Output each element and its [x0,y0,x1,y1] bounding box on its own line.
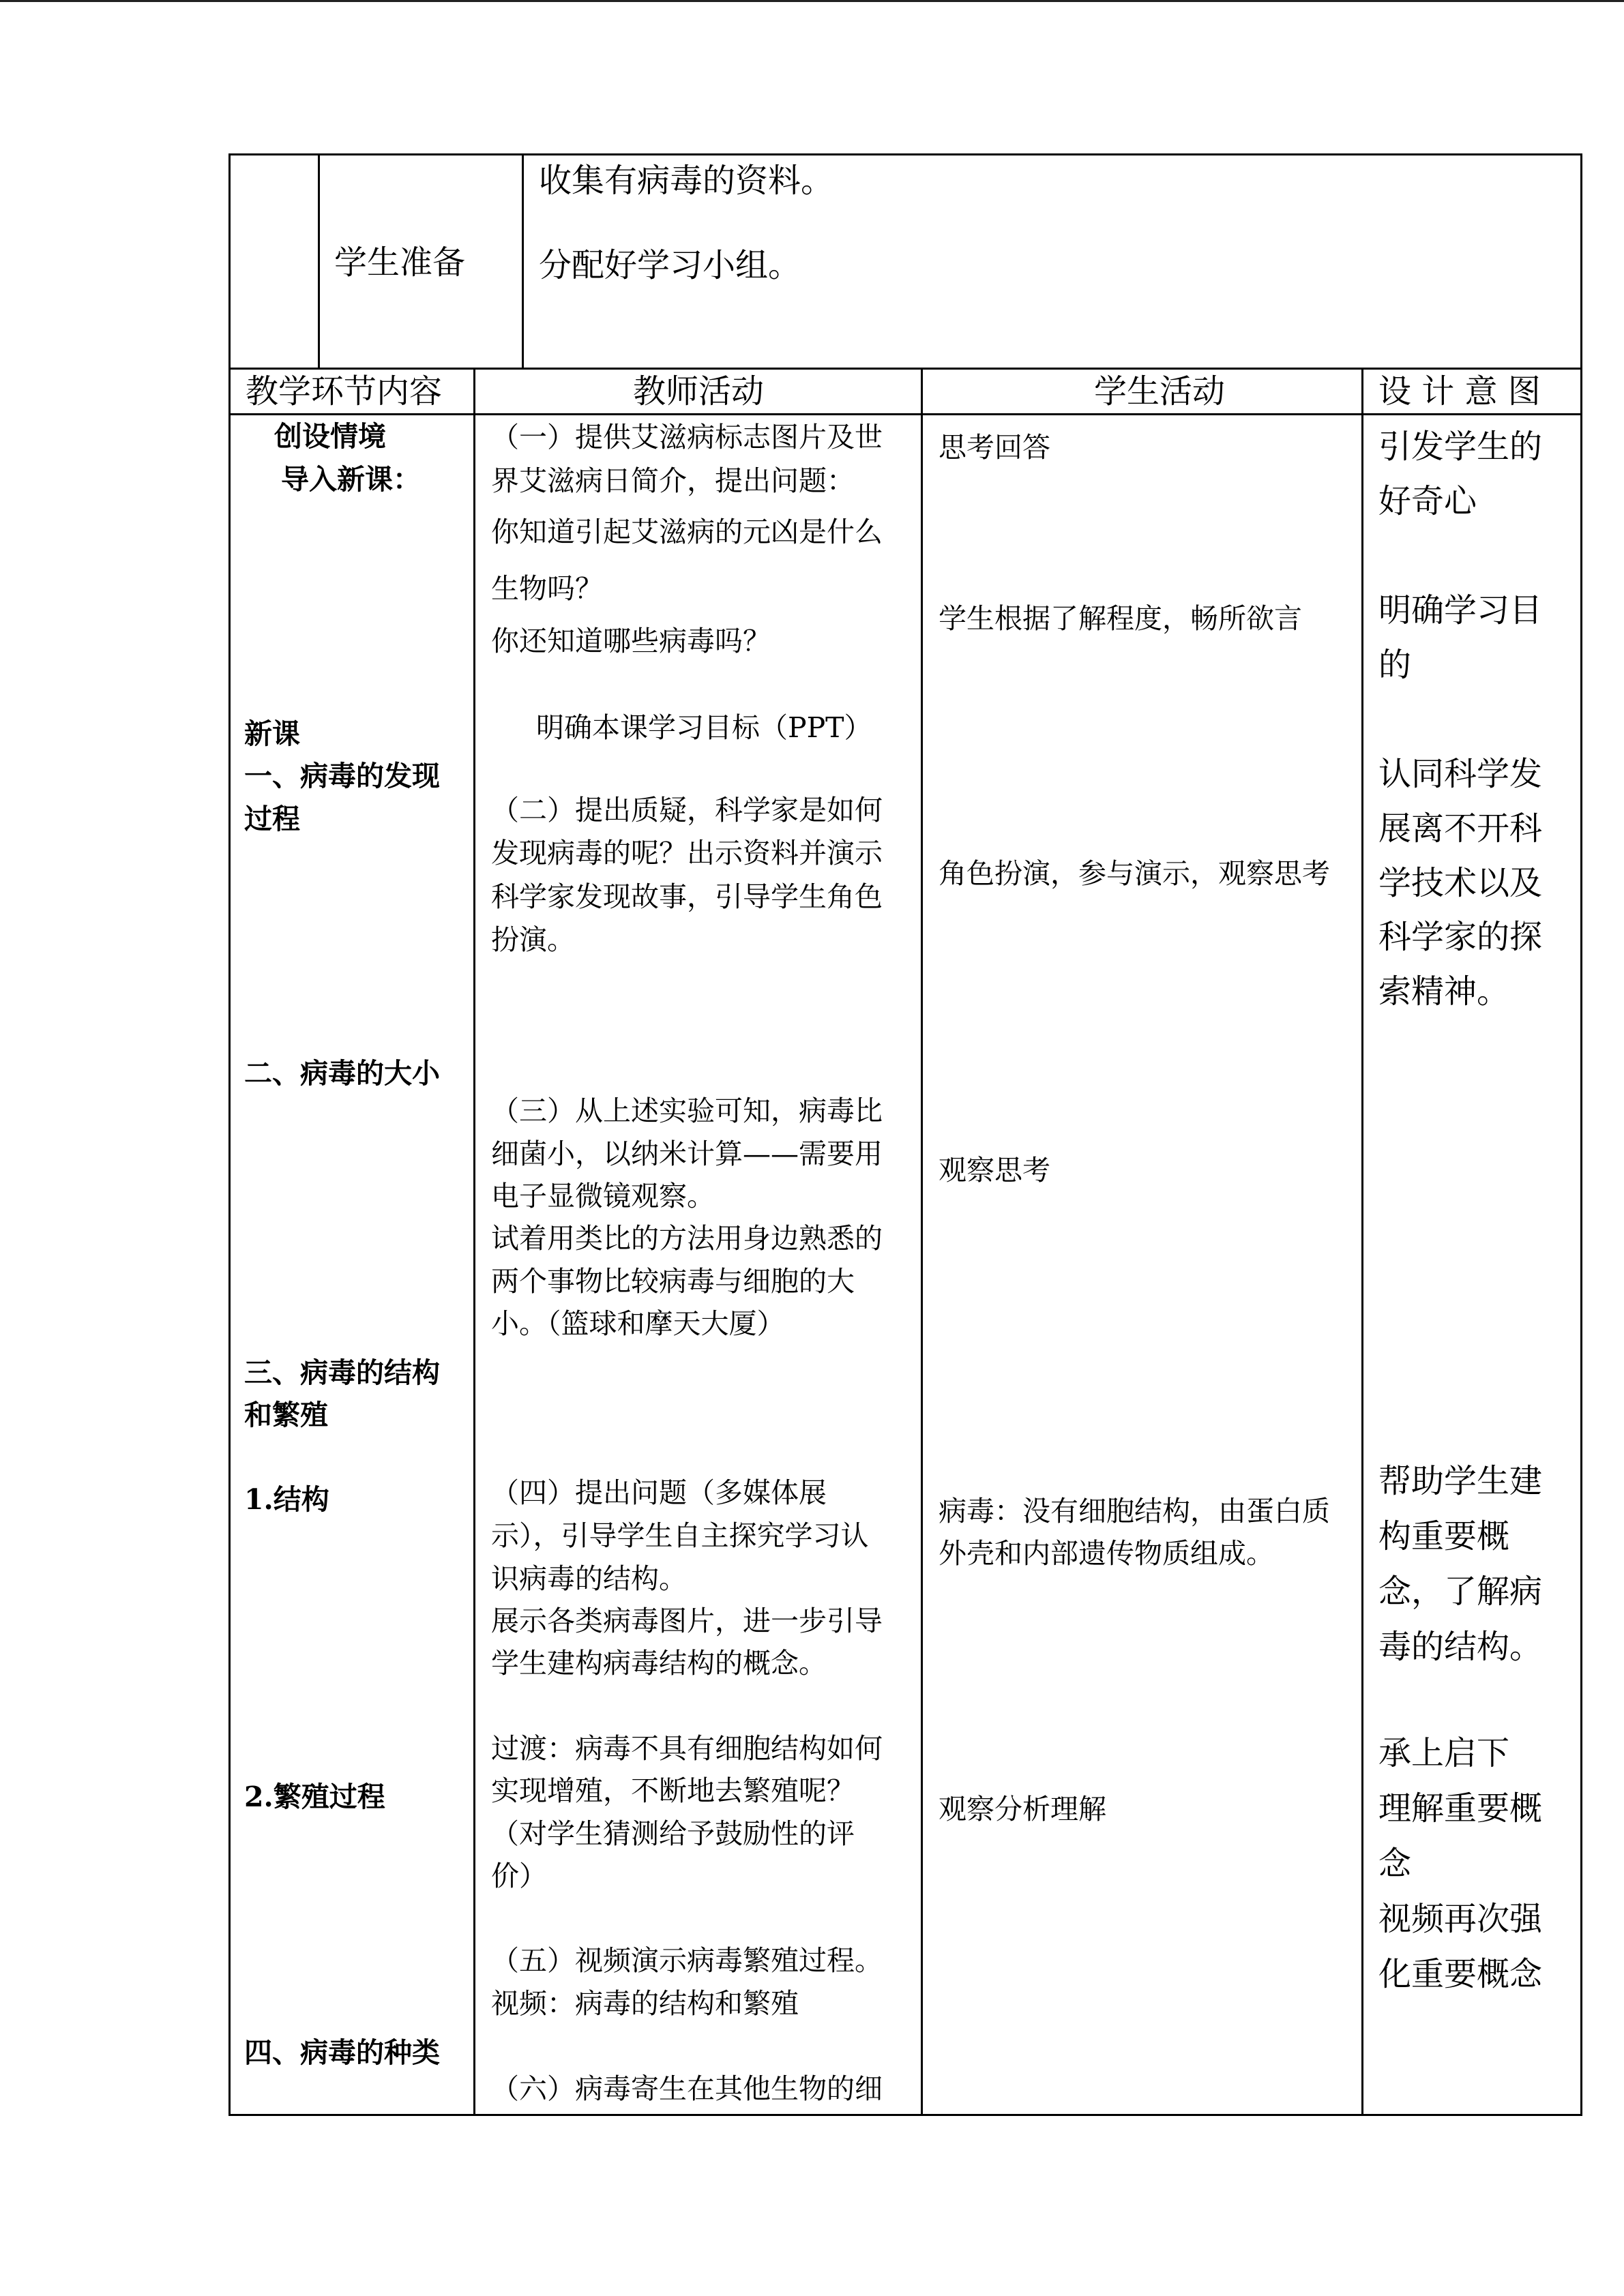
teacher-activity-6-line1: （六）病毒寄生在其他生物的细 [491,2072,883,2105]
stage-size: 二、病毒的大小 [244,1057,440,1090]
stage-structure-sub: 1.结构 [244,1483,329,1516]
teacher-activity-4-line4: 展示各类病毒图片，进一步引导 [491,1605,883,1637]
teacher-activity-2-line4: 扮演。 [491,923,575,956]
intent-4-line1: 帮助学生建 [1378,1462,1543,1500]
student-activity-1: 思考回答 [939,431,1050,464]
intent-4-line2: 构重要概 [1378,1517,1510,1555]
prep-item-2: 分配好学习小组。 [539,246,801,284]
intent-4-line3: 念，了解病 [1378,1572,1543,1611]
header-top-border [228,368,1582,370]
intent-5-line1: 承上启下 [1378,1734,1510,1772]
student-activity-5-line2: 外壳和内部遗传物质组成。 [939,1537,1274,1570]
teacher-objectives: 明确本课学习目标（PPT） [536,711,872,744]
table-top-border [228,153,1582,155]
teacher-activity-1-line2: 界艾滋病日简介，提出问题： [491,464,855,497]
teacher-activity-5-line1: （五）视频演示病毒繁殖过程。 [491,1944,883,1977]
teacher-activity-4-line2: 示），引导学生自主探究学习认 [491,1519,869,1552]
stage-reproduction-sub: 2.繁殖过程 [244,1780,385,1813]
intent-3-line5: 索精神。 [1378,972,1510,1011]
stage-types: 四、病毒的种类 [244,2036,440,2069]
teacher-activity-4-line3: 识病毒的结构。 [491,1562,687,1595]
page-top-border [0,0,1624,2]
intent-4-line4: 毒的结构。 [1378,1628,1543,1666]
teacher-activity-5-line2: 视频：病毒的结构和繁殖 [491,1987,799,2020]
table-bottom-border [228,2114,1582,2116]
teacher-activity-4-line1: （四）提出问题（多媒体展 [491,1476,827,1509]
student-activity-3: 角色扮演，参与演示，观察思考 [939,857,1330,890]
prep-col-divider-2 [522,153,524,369]
prep-label: 学生准备 [334,243,466,282]
student-activity-4: 观察思考 [939,1154,1050,1187]
teacher-activity-3-line6: 小。（篮球和摩天大厦） [491,1307,785,1340]
intent-2-line1: 明确学习目 [1378,591,1543,629]
intent-5-line2: 理解重要概 [1378,1789,1543,1828]
intent-3-line2: 展离不开科 [1378,809,1543,848]
teacher-transition-line2: 实现增殖，不断地去繁殖呢？ [491,1774,855,1807]
teacher-activity-3-line5: 两个事物比较病毒与细胞的大 [491,1265,855,1298]
intent-3-line3: 学技术以及 [1378,864,1543,902]
teacher-activity-4-line5: 学生建构病毒结构的概念。 [491,1647,827,1680]
header-col4: 设 计 意 图 [1378,372,1541,411]
table-left-border [228,153,231,2116]
prep-item-1: 收集有病毒的资料。 [539,162,834,200]
teacher-activity-1-line1: （一）提供艾滋病标志图片及世 [491,421,883,453]
teacher-activity-2-line1: （二）提出质疑，科学家是如何 [491,794,883,826]
header-col3: 学生活动 [1094,372,1226,411]
intent-1-line1: 引发学生的 [1378,428,1543,466]
intent-5-line4: 视频再次强 [1378,1900,1543,1938]
intent-5-line5: 化重要概念 [1378,1955,1543,1993]
stage-intro-line2: 导入新课： [281,463,421,496]
student-activity-2: 学生根据了解程度，畅所欲言 [939,602,1302,635]
student-activity-6: 观察分析理解 [939,1793,1106,1825]
intent-2-line2: 的 [1378,646,1412,684]
teacher-transition-line1: 过渡：病毒不具有细胞结构如何 [491,1732,883,1765]
teacher-question-line2: 生物吗？ [491,572,603,605]
intent-1-line2: 好奇心 [1378,482,1477,520]
teacher-question-2: 你还知道哪些病毒吗？ [491,625,771,657]
teacher-activity-3-line4: 试着用类比的方法用身边熟悉的 [491,1222,883,1255]
intent-5-line3: 念 [1378,1845,1412,1883]
teacher-activity-3-line2: 细菌小，以纳米计算——需要用 [491,1137,883,1170]
header-col1: 教学环节内容 [246,372,443,411]
col-divider-1 [473,368,475,2116]
col-divider-2 [921,368,923,2116]
student-activity-5-line1: 病毒：没有细胞结构，由蛋白质 [939,1495,1330,1527]
teacher-transition-line4: 价） [491,1860,547,1892]
stage-structure-line1: 三、病毒的结构 [244,1356,440,1389]
stage-intro-line1: 创设情境 [274,420,386,453]
teacher-transition-line3: （对学生猜测给予鼓励性的评 [491,1817,855,1850]
intent-3-line1: 认同科学发 [1378,755,1543,793]
teacher-activity-3-line3: 电子显微镜观察。 [491,1180,715,1212]
teacher-activity-3-line1: （三）从上述实验可知，病毒比 [491,1094,883,1127]
header-bottom-border [228,413,1582,415]
col-divider-3 [1361,368,1363,2116]
teacher-activity-2-line3: 科学家发现故事，引导学生角色 [491,880,883,913]
stage-structure-line2: 和繁殖 [244,1399,328,1431]
teacher-activity-2-line2: 发现病毒的呢？出示资料并演示 [491,837,883,869]
stage-discovery-line1: 一、病毒的发现 [244,760,440,792]
header-col2: 教师活动 [633,372,765,411]
stage-new-lesson: 新课 [244,717,300,750]
teacher-question-line1: 你知道引起艾滋病的元凶是什么 [491,516,883,548]
prep-col-divider-1 [318,153,320,369]
intent-3-line4: 科学家的探 [1378,918,1543,956]
table-right-border [1580,153,1582,2116]
stage-discovery-line2: 过程 [244,803,300,835]
